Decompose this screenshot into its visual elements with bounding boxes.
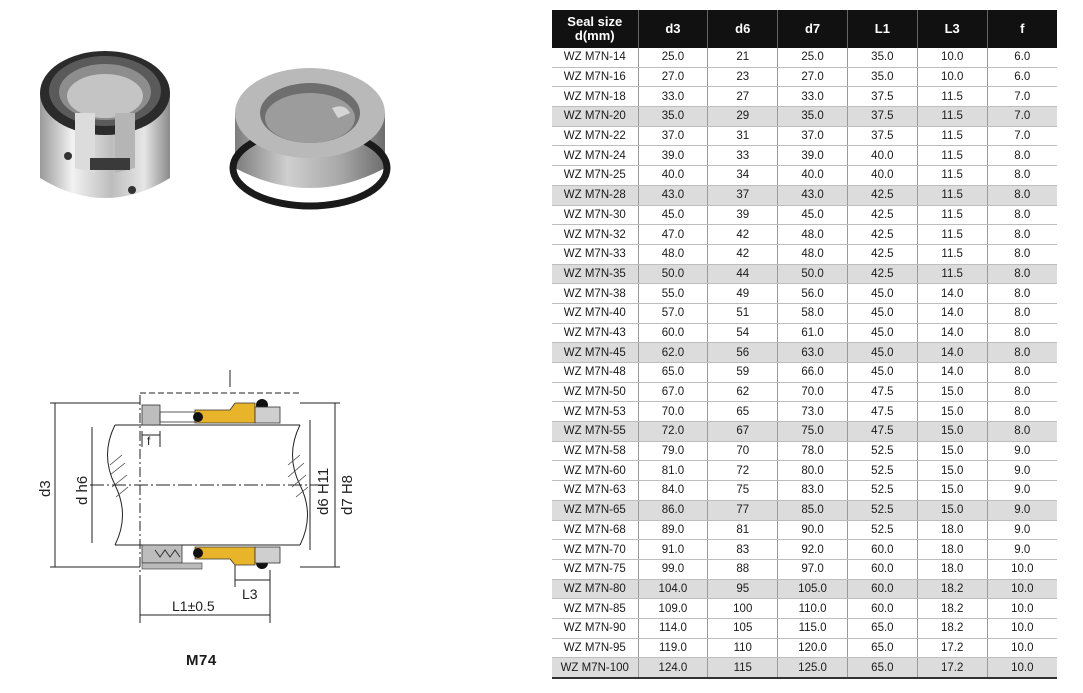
seal-size-cell: WZ M7N-75 xyxy=(552,559,638,579)
table-cell: 14.0 xyxy=(917,303,987,323)
table-cell: 9.0 xyxy=(987,500,1057,520)
table-cell: 104.0 xyxy=(638,579,708,599)
table-cell: 79.0 xyxy=(638,441,708,461)
table-cell: 11.5 xyxy=(917,146,987,166)
table-row xyxy=(552,264,1057,284)
table-cell: 56 xyxy=(708,343,778,363)
table-cell: 89.0 xyxy=(638,520,708,540)
table-row xyxy=(552,559,1057,579)
table-cell: 110.0 xyxy=(778,599,848,619)
table-cell: 10.0 xyxy=(987,618,1057,638)
seal-size-cell: WZ M7N-32 xyxy=(552,225,638,245)
table-cell: 54 xyxy=(708,323,778,343)
table-cell: 60.0 xyxy=(847,599,917,619)
table-cell: 99.0 xyxy=(638,559,708,579)
table-cell: 45.0 xyxy=(847,363,917,383)
table-cell: 43.0 xyxy=(778,185,848,205)
model-label: M74 xyxy=(186,652,217,669)
table-cell: 6.0 xyxy=(987,48,1057,67)
table-cell: 83 xyxy=(708,540,778,560)
table-row xyxy=(552,303,1057,323)
seal-size-cell: WZ M7N-22 xyxy=(552,126,638,146)
table-cell: 70.0 xyxy=(638,402,708,422)
table-row xyxy=(552,166,1057,186)
table-cell: 8.0 xyxy=(987,284,1057,304)
table-cell: 9.0 xyxy=(987,540,1057,560)
table-cell: 45.0 xyxy=(778,205,848,225)
seal-size-cell: WZ M7N-85 xyxy=(552,599,638,619)
table-cell: 61.0 xyxy=(778,323,848,343)
table-cell: 48.0 xyxy=(638,244,708,264)
table-cell: 84.0 xyxy=(638,481,708,501)
table-cell: 35.0 xyxy=(778,107,848,127)
table-cell: 90.0 xyxy=(778,520,848,540)
table-cell: 51 xyxy=(708,303,778,323)
table-row xyxy=(552,126,1057,146)
table-cell: 15.0 xyxy=(917,500,987,520)
table-cell: 57.0 xyxy=(638,303,708,323)
table-row xyxy=(552,500,1057,520)
table-cell: 70.0 xyxy=(778,382,848,402)
table-cell: 97.0 xyxy=(778,559,848,579)
dimension-table-container xyxy=(552,10,1057,679)
table-cell: 109.0 xyxy=(638,599,708,619)
table-cell: 75.0 xyxy=(778,422,848,442)
table-cell: 44 xyxy=(708,264,778,284)
table-cell: 35.0 xyxy=(847,48,917,67)
table-cell: 37.0 xyxy=(778,126,848,146)
table-cell: 8.0 xyxy=(987,323,1057,343)
table-cell: 48.0 xyxy=(778,244,848,264)
table-cell: 45.0 xyxy=(847,323,917,343)
table-cell: 39.0 xyxy=(638,146,708,166)
table-cell: 34 xyxy=(708,166,778,186)
table-cell: 88 xyxy=(708,559,778,579)
seal-size-cell: WZ M7N-33 xyxy=(552,244,638,264)
table-cell: 10.0 xyxy=(987,599,1057,619)
header-seal-size: Seal size d(mm) xyxy=(552,10,638,48)
table-cell: 33.0 xyxy=(638,87,708,107)
table-cell: 37.5 xyxy=(847,126,917,146)
table-cell: 62 xyxy=(708,382,778,402)
table-cell: 21 xyxy=(708,48,778,67)
table-header-row xyxy=(552,10,1057,48)
table-cell: 91.0 xyxy=(638,540,708,560)
table-cell: 42.5 xyxy=(847,205,917,225)
table-cell: 10.0 xyxy=(917,67,987,87)
table-cell: 78.0 xyxy=(778,441,848,461)
table-row xyxy=(552,284,1057,304)
table-row xyxy=(552,185,1057,205)
table-cell: 7.0 xyxy=(987,107,1057,127)
table-cell: 15.0 xyxy=(917,461,987,481)
table-cell: 8.0 xyxy=(987,185,1057,205)
seal-size-cell: WZ M7N-63 xyxy=(552,481,638,501)
table-cell: 47.5 xyxy=(847,402,917,422)
table-cell: 58.0 xyxy=(778,303,848,323)
table-cell: 10.0 xyxy=(987,658,1057,678)
product-photos xyxy=(20,18,420,228)
table-cell: 14.0 xyxy=(917,284,987,304)
header-l1: L1 xyxy=(847,10,917,48)
table-body xyxy=(552,48,1057,678)
label-d3: d3 xyxy=(37,480,54,497)
table-cell: 52.5 xyxy=(847,441,917,461)
header-d3: d3 xyxy=(638,10,708,48)
table-cell: 45.0 xyxy=(847,284,917,304)
table-cell: 45.0 xyxy=(638,205,708,225)
table-cell: 73.0 xyxy=(778,402,848,422)
table-row xyxy=(552,441,1057,461)
table-row xyxy=(552,579,1057,599)
table-cell: 56.0 xyxy=(778,284,848,304)
seal-size-cell: WZ M7N-38 xyxy=(552,284,638,304)
table-cell: 81.0 xyxy=(638,461,708,481)
table-row xyxy=(552,87,1057,107)
table-cell: 8.0 xyxy=(987,363,1057,383)
table-cell: 42.5 xyxy=(847,244,917,264)
table-cell: 15.0 xyxy=(917,422,987,442)
table-cell: 9.0 xyxy=(987,441,1057,461)
seal-size-cell: WZ M7N-43 xyxy=(552,323,638,343)
table-cell: 18.2 xyxy=(917,599,987,619)
table-cell: 10.0 xyxy=(987,579,1057,599)
dimension-table xyxy=(552,10,1057,679)
table-cell: 50.0 xyxy=(778,264,848,284)
table-cell: 124.0 xyxy=(638,658,708,678)
table-cell: 8.0 xyxy=(987,166,1057,186)
table-cell: 11.5 xyxy=(917,126,987,146)
seal-size-cell: WZ M7N-58 xyxy=(552,441,638,461)
cross-section-drawing xyxy=(30,365,390,635)
table-cell: 15.0 xyxy=(917,441,987,461)
table-row xyxy=(552,481,1057,501)
table-cell: 119.0 xyxy=(638,638,708,658)
table-row xyxy=(552,520,1057,540)
seal-size-cell: WZ M7N-16 xyxy=(552,67,638,87)
table-row xyxy=(552,422,1057,442)
table-cell: 60.0 xyxy=(638,323,708,343)
table-cell: 60.0 xyxy=(847,559,917,579)
seal-size-cell: WZ M7N-18 xyxy=(552,87,638,107)
table-cell: 65.0 xyxy=(847,638,917,658)
table-cell: 47.5 xyxy=(847,422,917,442)
table-cell: 27.0 xyxy=(778,67,848,87)
table-cell: 35.0 xyxy=(847,67,917,87)
table-cell: 33 xyxy=(708,146,778,166)
table-cell: 65.0 xyxy=(847,658,917,678)
table-cell: 62.0 xyxy=(638,343,708,363)
table-cell: 42 xyxy=(708,225,778,245)
table-cell: 52.5 xyxy=(847,500,917,520)
table-cell: 52.5 xyxy=(847,520,917,540)
header-l3: L3 xyxy=(917,10,987,48)
table-cell: 45.0 xyxy=(847,303,917,323)
table-cell: 37.5 xyxy=(847,107,917,127)
table-row xyxy=(552,658,1057,678)
table-row xyxy=(552,461,1057,481)
table-cell: 37.5 xyxy=(847,87,917,107)
seal-size-cell: WZ M7N-50 xyxy=(552,382,638,402)
table-cell: 65 xyxy=(708,402,778,422)
table-cell: 77 xyxy=(708,500,778,520)
table-cell: 59 xyxy=(708,363,778,383)
table-cell: 40.0 xyxy=(847,166,917,186)
label-d7-h8: d7 H8 xyxy=(339,474,356,515)
table-cell: 66.0 xyxy=(778,363,848,383)
table-cell: 18.0 xyxy=(917,559,987,579)
table-cell: 83.0 xyxy=(778,481,848,501)
table-cell: 8.0 xyxy=(987,225,1057,245)
table-row xyxy=(552,363,1057,383)
table-cell: 39 xyxy=(708,205,778,225)
label-l1: L1±0.5 xyxy=(172,598,215,614)
table-cell: 63.0 xyxy=(778,343,848,363)
seal-size-cell: WZ M7N-30 xyxy=(552,205,638,225)
table-cell: 14.0 xyxy=(917,363,987,383)
table-cell: 11.5 xyxy=(917,166,987,186)
table-cell: 8.0 xyxy=(987,382,1057,402)
seal-size-cell: WZ M7N-68 xyxy=(552,520,638,540)
table-row xyxy=(552,540,1057,560)
table-cell: 25.0 xyxy=(638,48,708,67)
table-cell: 18.2 xyxy=(917,579,987,599)
table-cell: 114.0 xyxy=(638,618,708,638)
table-row xyxy=(552,323,1057,343)
table-cell: 9.0 xyxy=(987,461,1057,481)
table-cell: 14.0 xyxy=(917,343,987,363)
table-cell: 52.5 xyxy=(847,461,917,481)
seal-size-cell: WZ M7N-80 xyxy=(552,579,638,599)
table-cell: 115 xyxy=(708,658,778,678)
table-cell: 35.0 xyxy=(638,107,708,127)
table-cell: 48.0 xyxy=(778,225,848,245)
table-cell: 10.0 xyxy=(917,48,987,67)
table-cell: 67 xyxy=(708,422,778,442)
table-cell: 40.0 xyxy=(638,166,708,186)
table-cell: 67.0 xyxy=(638,382,708,402)
table-cell: 10.0 xyxy=(987,638,1057,658)
table-cell: 65.0 xyxy=(638,363,708,383)
table-cell: 47.5 xyxy=(847,382,917,402)
table-cell: 7.0 xyxy=(987,87,1057,107)
seal-size-cell: WZ M7N-14 xyxy=(552,48,638,67)
table-row xyxy=(552,638,1057,658)
seal-assembly-photo xyxy=(40,51,170,198)
table-cell: 11.5 xyxy=(917,244,987,264)
table-cell: 43.0 xyxy=(638,185,708,205)
seal-size-cell: WZ M7N-48 xyxy=(552,363,638,383)
seal-size-cell: WZ M7N-35 xyxy=(552,264,638,284)
table-cell: 10.0 xyxy=(987,559,1057,579)
seal-size-cell: WZ M7N-20 xyxy=(552,107,638,127)
table-cell: 8.0 xyxy=(987,303,1057,323)
table-cell: 60.0 xyxy=(847,540,917,560)
table-cell: 39.0 xyxy=(778,146,848,166)
seal-size-cell: WZ M7N-65 xyxy=(552,500,638,520)
header-d7: d7 xyxy=(778,10,848,48)
table-row xyxy=(552,382,1057,402)
seal-size-cell: WZ M7N-28 xyxy=(552,185,638,205)
table-cell: 72.0 xyxy=(638,422,708,442)
table-row xyxy=(552,402,1057,422)
table-cell: 40.0 xyxy=(847,146,917,166)
table-cell: 8.0 xyxy=(987,264,1057,284)
table-cell: 92.0 xyxy=(778,540,848,560)
table-cell: 110 xyxy=(708,638,778,658)
table-row xyxy=(552,599,1057,619)
table-cell: 9.0 xyxy=(987,481,1057,501)
table-cell: 27.0 xyxy=(638,67,708,87)
seal-size-cell: WZ M7N-40 xyxy=(552,303,638,323)
table-row xyxy=(552,618,1057,638)
table-cell: 42.5 xyxy=(847,185,917,205)
table-cell: 33.0 xyxy=(778,87,848,107)
seal-size-cell: WZ M7N-24 xyxy=(552,146,638,166)
seal-size-cell: WZ M7N-55 xyxy=(552,422,638,442)
table-cell: 42 xyxy=(708,244,778,264)
table-cell: 8.0 xyxy=(987,244,1057,264)
table-row xyxy=(552,205,1057,225)
seal-size-cell: WZ M7N-70 xyxy=(552,540,638,560)
table-cell: 31 xyxy=(708,126,778,146)
table-cell: 47.0 xyxy=(638,225,708,245)
seal-size-cell: WZ M7N-45 xyxy=(552,343,638,363)
table-row xyxy=(552,48,1057,67)
table-cell: 86.0 xyxy=(638,500,708,520)
table-cell: 100 xyxy=(708,599,778,619)
table-row xyxy=(552,107,1057,127)
table-cell: 25.0 xyxy=(778,48,848,67)
table-cell: 42.5 xyxy=(847,264,917,284)
table-cell: 95 xyxy=(708,579,778,599)
table-cell: 50.0 xyxy=(638,264,708,284)
table-cell: 11.5 xyxy=(917,225,987,245)
table-cell: 11.5 xyxy=(917,185,987,205)
table-cell: 11.5 xyxy=(917,205,987,225)
seal-size-cell: WZ M7N-25 xyxy=(552,166,638,186)
table-cell: 37 xyxy=(708,185,778,205)
table-row xyxy=(552,146,1057,166)
seal-size-cell: WZ M7N-60 xyxy=(552,461,638,481)
table-cell: 37.0 xyxy=(638,126,708,146)
table-cell: 17.2 xyxy=(917,658,987,678)
table-cell: 70 xyxy=(708,441,778,461)
table-cell: 105 xyxy=(708,618,778,638)
table-cell: 18.2 xyxy=(917,618,987,638)
label-l3: L3 xyxy=(242,586,258,602)
seal-size-cell: WZ M7N-90 xyxy=(552,618,638,638)
header-d6: d6 xyxy=(708,10,778,48)
table-cell: 15.0 xyxy=(917,481,987,501)
table-cell: 52.5 xyxy=(847,481,917,501)
table-cell: 18.0 xyxy=(917,520,987,540)
table-cell: 23 xyxy=(708,67,778,87)
table-cell: 125.0 xyxy=(778,658,848,678)
table-cell: 11.5 xyxy=(917,87,987,107)
table-cell: 85.0 xyxy=(778,500,848,520)
table-cell: 115.0 xyxy=(778,618,848,638)
seal-size-cell: WZ M7N-95 xyxy=(552,638,638,658)
table-row xyxy=(552,225,1057,245)
table-cell: 75 xyxy=(708,481,778,501)
table-cell: 29 xyxy=(708,107,778,127)
table-row xyxy=(552,244,1057,264)
table-cell: 17.2 xyxy=(917,638,987,658)
table-cell: 40.0 xyxy=(778,166,848,186)
table-cell: 11.5 xyxy=(917,107,987,127)
table-row xyxy=(552,67,1057,87)
table-cell: 18.0 xyxy=(917,540,987,560)
table-cell: 55.0 xyxy=(638,284,708,304)
table-cell: 27 xyxy=(708,87,778,107)
label-f: f xyxy=(147,434,151,448)
table-cell: 45.0 xyxy=(847,343,917,363)
table-cell: 8.0 xyxy=(987,343,1057,363)
seal-size-cell: WZ M7N-100 xyxy=(552,658,638,678)
table-cell: 8.0 xyxy=(987,205,1057,225)
label-d6-h11: d6 H11 xyxy=(315,467,332,515)
table-cell: 8.0 xyxy=(987,422,1057,442)
table-cell: 7.0 xyxy=(987,126,1057,146)
table-cell: 42.5 xyxy=(847,225,917,245)
table-cell: 11.5 xyxy=(917,264,987,284)
table-cell: 80.0 xyxy=(778,461,848,481)
table-cell: 14.0 xyxy=(917,323,987,343)
table-cell: 65.0 xyxy=(847,618,917,638)
table-cell: 9.0 xyxy=(987,520,1057,540)
table-cell: 49 xyxy=(708,284,778,304)
table-cell: 8.0 xyxy=(987,402,1057,422)
seal-size-cell: WZ M7N-53 xyxy=(552,402,638,422)
table-cell: 120.0 xyxy=(778,638,848,658)
table-cell: 8.0 xyxy=(987,146,1057,166)
table-cell: 15.0 xyxy=(917,382,987,402)
header-f: f xyxy=(987,10,1057,48)
table-cell: 15.0 xyxy=(917,402,987,422)
seat-ring-photo xyxy=(233,68,387,206)
table-cell: 105.0 xyxy=(778,579,848,599)
table-cell: 60.0 xyxy=(847,579,917,599)
table-row xyxy=(552,343,1057,363)
table-cell: 81 xyxy=(708,520,778,540)
label-d-h6: d h6 xyxy=(74,475,91,505)
table-cell: 72 xyxy=(708,461,778,481)
table-cell: 6.0 xyxy=(987,67,1057,87)
